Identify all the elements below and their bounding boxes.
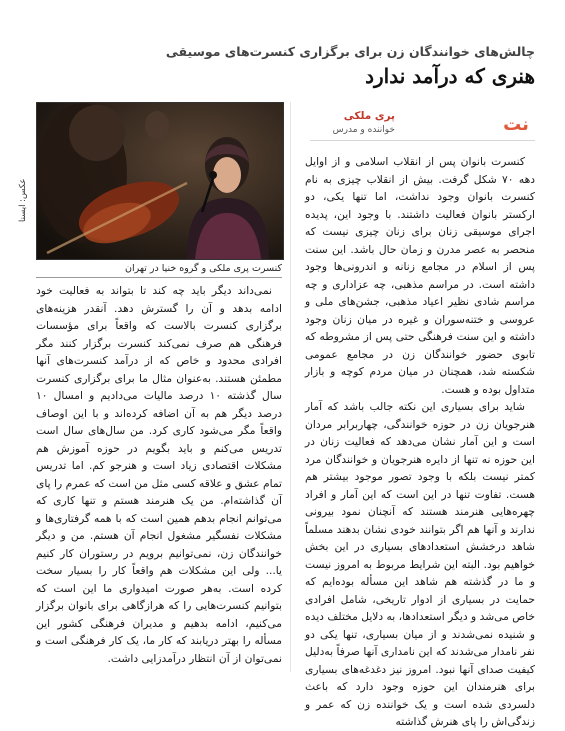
- concert-photo: [36, 102, 284, 260]
- article-column-left: [36, 282, 282, 665]
- author-role: خواننده و مدرس: [332, 125, 395, 135]
- section-logo: نت: [503, 114, 529, 135]
- photo-caption: کنسرت پری ملکی و گروه خنیا در تهران: [36, 260, 282, 278]
- concert-photo-illustration: [37, 103, 283, 259]
- paragraph: نمی‌داند دیگر باید چه کند تا بتواند به فعالیت خود ادامه بدهد و آن را گسترش دهد. آنقدر هزینه‌های برگزاری کنسرت بالاست که واقعاً برای مؤسسات فرهنگی هم صرف نمی‌کند کنسرت برگزار کنند مگر افرادی محدود و خاص که از درآمد کنسرت‌های آنها مطمئن هستند. به‌عنوان مثال ما برای برگزاری کنسرت سال گذشته ۱۰ درصد مالیات می‌دادیم و امسال ۱۰ درصد دیگر هم به آن اضافه کرده‌اند و با این اوصاف واقعاً مگر می‌شود کاری کرد. من سال‌های سال است تدریس می‌کنم و باید بگویم در حوزه آموزش هم مشکلات اقتصادی زیاد است و هنرجو کم. اما تدریس تمام عشق و علاقه کسی مثل من است که عمرم را پای آن گذاشته‌ام. من یک هنرمند هستم و تنها کاری که می‌توانم انجام بدهم همین است که با همه گرفتاری‌ها و مشکلات نفسگیر مشغول انجام آن هستم. من و دیگر خوانندگان زن، نمی‌توانیم برویم در رستوران کار کنیم یا... ولی این مشکلات هم واقعاً کار را بسیار سخت کرده است. به‌هر صورت امیدواری ما این است که بتوانیم کنسرت‌هایی را که هرازگاهی برای بانوان برگزار می‌کنیم، ادامه بدهیم و مدیران فرهنگی کشور این مسأله را بهتر دریابند که کار ما، یک کار فرهنگی است و نمی‌توان از آن انتظار درآمدزایی داشت.: [36, 284, 282, 665]
- paragraph: شاید برای بسیاری این نکته جالب باشد که آمار هنرجویان زن در حوزه خوانندگی، چهاربرابر مردان است و این آمار نشان می‌دهد که فعالیت زنان در این حوزه نه تنها از دایره هنرجویان و خوانندگان مرد کمتر نیست بلکه با وجود تصور موجود بیشتر هم هست. تفاوت تنها در این است که این آمار و افراد چهره‌هایی هنرمند هستند که آنچنان نمود بیرونی ندارند و آنها هم اگر بتوانند خودی نشان بدهند مسلماً شاهد درخشش استعدادهای بسیاری در این بخش خواهیم بود. البته این شرایط مربوط به امروز نیست و ما در گذشته هم شاهد این مسأله بوده‌ایم که حمایت در بسیاری از ادوار تاریخی، شامل افرادی خاص می‌شد و دیگر استعدادها، به دلایل مختلف دیده و شنیده نمی‌شدند و از میان بسیاری، تنها یکی دو نفر نامدار می‌شدند که این نامداری آنها صرفاً به‌دلیل کیفیت صدای آنها نبود. امروز نیز دغدغه‌های بسیاری برای هنرمندان این حوزه وجود دارد که باعث دلسردی شده است و یک خواننده زن که عمر و زندگی‌اش را پای هنرش گذاشته: [305, 400, 535, 728]
- photo-credit: عکس: ایسنا: [18, 178, 28, 222]
- author-box: [310, 110, 535, 141]
- article-column-right: [305, 153, 535, 728]
- article-kicker: چالش‌های خوانندگان زن برای برگزاری کنسرت‌های موسیقی: [165, 44, 535, 59]
- column-divider: [290, 102, 291, 672]
- article-headline: هنری که درآمد ندارد: [365, 64, 535, 88]
- author-name: پری ملکی: [343, 110, 395, 122]
- paragraph: کنسرت بانوان پس از انقلاب اسلامی و از اوایل دهه ۷۰ شکل گرفت. بیش از انقلاب چیزی به نام کنسرت بانوان وجود نداشت، اما تنها یکی، دو ارکستر بانوان فعالیت داشتند. با وجود این، پدیده اجرای موسیقی زنان برای زنان چیزی نیست که منحصر به عصر مدرن و زمان حال باشد. این سنت پس از اسلام در مجامع زنانه و اندرونی‌ها وجود داشته است. در مراسم مذهبی، چه عزاداری و چه مراسم شادی نظیر اعیاد مذهبی، جشن‌های ملی و عروسی و ختنه‌سوران و غیره در میان زنان وجود داشته و این سنت فرهنگی حتی پس از مشروطه که تابوی حضور خوانندگان زن در مجامع عمومی شکسته شد، همچنان در میان مردم کوچه و بازار متداول بوده و هست.: [305, 155, 535, 396]
